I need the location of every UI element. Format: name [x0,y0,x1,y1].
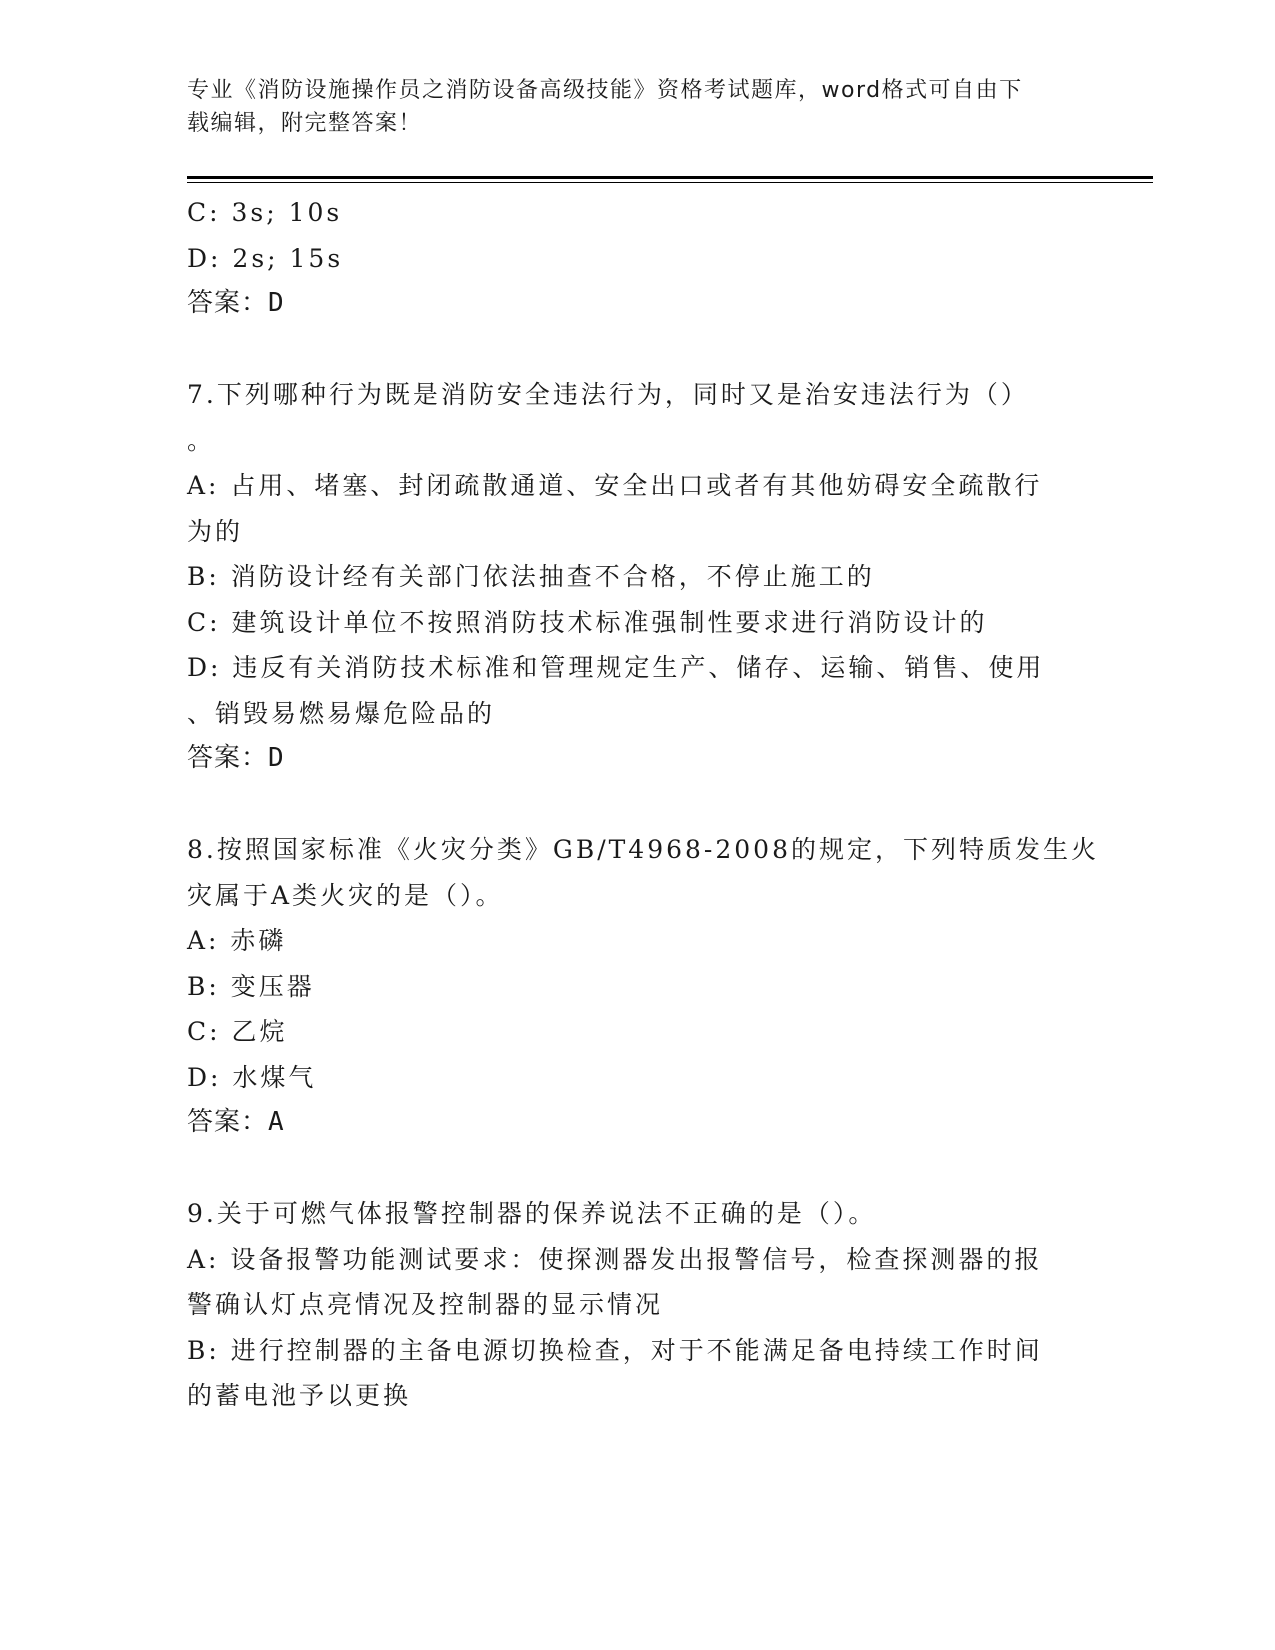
question-9 [187,1191,1087,1419]
answer-label: 答案： [187,288,269,318]
header-rule-thin [187,182,1153,183]
answer-value: A [268,1107,285,1137]
option-b: B: 进行控制器的主备电源切换检查，对于不能满足备电持续工作时间 [187,1335,1043,1365]
option-a: A: 赤磷 [187,926,287,955]
header-line-2: 载编辑，附完整答案！ [187,111,423,136]
option-d: D: 2s; 15s [187,243,344,273]
option-d: D: 违反有关消防技术标准和管理规定生产、储存、运输、销售、使用 [187,653,1045,682]
question-stem-continued: 灾属于A类火灾的是（）。 [187,880,504,910]
answer-line [187,1100,1087,1146]
option-a-continued: 为的 [187,516,244,546]
answer-value: D [268,288,285,318]
document-header [187,74,1067,140]
question-stem: 8.按照国家标准《火灾分类》GB/T4968-2008的规定，下列特质发生火 [187,835,1099,864]
option-a-continued: 警确认灯点亮情况及控制器的显示情况 [187,1290,664,1319]
spacer [187,782,1087,828]
option-b-continued: 的蓄电池予以更换 [187,1381,412,1410]
answer-line [187,281,1087,327]
option-c: C: 3s; 10s [187,198,343,227]
answer-label: 答案： [187,743,269,773]
option-d-continued: 、销毁易燃易爆危险品的 [187,698,496,728]
option-c: C: 建筑设计单位不按照消防技术标准强制性要求进行消防设计的 [187,607,988,637]
question-list [187,190,1099,1419]
question-6 [187,190,1087,327]
option-c: C: 乙烷 [187,1017,288,1046]
option-d: D: 水煤气 [187,1062,317,1092]
header-line-1: 专业《消防设施操作员之消防设备高级技能》资格考试题库，word格式可自由下 [187,78,1023,103]
question-stem-continued: 。 [187,425,216,455]
option-a: A: 设备报警功能测试要求：使探测器发出报警信号，检查探测器的报 [187,1244,1043,1274]
header-rule-thick [187,176,1153,179]
option-b: B: 变压器 [187,971,315,1001]
option-b: B: 消防设计经有关部门依法抽查不合格，不停止施工的 [187,562,875,591]
spacer [187,327,1087,373]
question-stem: 9.关于可燃气体报警控制器的保养说法不正确的是（）。 [187,1199,877,1228]
question-8 [187,827,1099,1146]
spacer [187,1146,1087,1192]
question-7 [187,372,1087,782]
option-a: A: 占用、堵塞、封闭疏散通道、安全出口或者有其他妨碍安全疏散行 [187,471,1043,500]
answer-value: D [268,743,285,773]
answer-line [187,736,1087,782]
answer-label: 答案： [187,1107,269,1137]
question-stem: 7.下列哪种行为既是消防安全违法行为，同时又是治安违法行为（） [187,380,1029,409]
